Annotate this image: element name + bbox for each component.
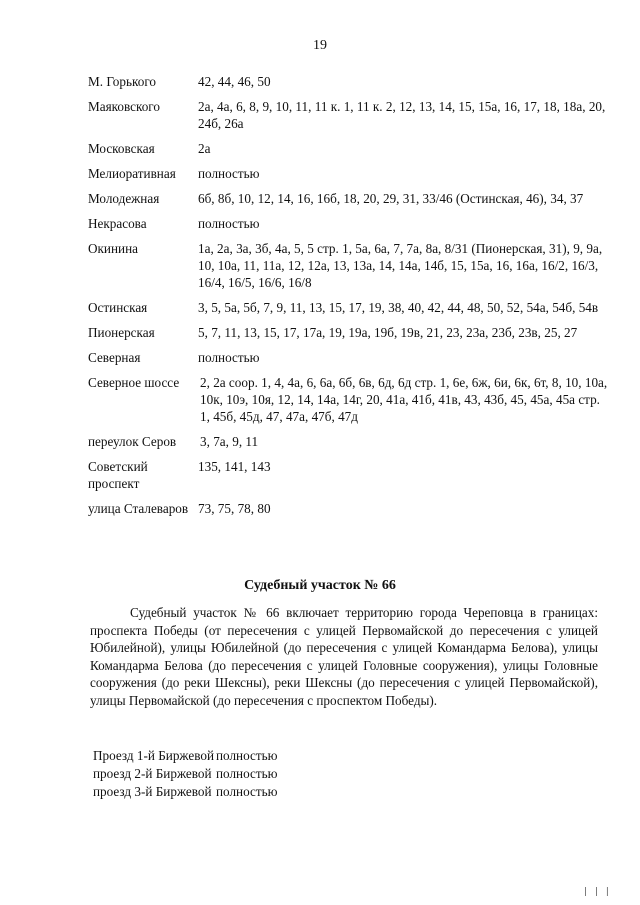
street-row [88, 140, 608, 157]
street-houses: 6б, 8б, 10, 12, 14, 16, 16б, 18, 20, 29, 31, 33/46 (Остинская, 46), 34, 37 [198, 191, 584, 206]
street-row [88, 500, 608, 517]
street-name: проезд 2-й Биржевой [93, 766, 212, 781]
street-houses: 42, 44, 46, 50 [198, 74, 271, 89]
street-row [88, 240, 608, 291]
street-name: Остинская [88, 300, 148, 315]
street-houses: 2, 2а соор. 1, 4, 4а, 6, 6а, 6б, 6в, 6д, 6д стр. 1, 6е, 6ж, 6и, 6к, 6т, 8, 10, 10а, 10к, 10э, 10я, 12, 14, 14а, 14г, 20, 41а, 41б, 41в, 43, 43б, 45, 45а, 45а стр. 1, 45б, 45д, 47, 47а, 47б, 47д [200, 375, 608, 424]
street-row [88, 299, 608, 316]
street-houses: 1а, 2а, 3а, 3б, 4а, 5, 5 стр. 1, 5а, 6а, 7, 7а, 8а, 8/31 (Пионерская, 31), 9, 9а, 10, 10а, 11, 11а, 12, 12а, 13, 13а, 14, 14а, 14б, 15, 15а, 16, 16а, 16/2, 16/3, 16/4, 16/5, 16/6, 16/8 [198, 241, 603, 290]
street-houses: полностью [216, 784, 278, 799]
street-name: Пионерская [88, 325, 155, 340]
page-number: 19 [313, 38, 327, 53]
street-houses: полностью [198, 350, 260, 365]
street-row [88, 98, 608, 132]
street-name: Северная [88, 350, 141, 365]
street-row [93, 766, 393, 782]
street-name: Молодежная [88, 191, 160, 206]
street-houses: полностью [216, 748, 278, 763]
street-name: улица Сталеваров [88, 501, 189, 516]
street-houses: полностью [216, 766, 278, 781]
street-name: Северное шоссе [88, 375, 180, 390]
street-row [88, 165, 608, 182]
street-row [88, 73, 608, 90]
section-street-table [93, 748, 393, 802]
street-name: Маяковского [88, 99, 160, 114]
street-houses: полностью [198, 216, 260, 231]
street-houses: 135, 141, 143 [198, 459, 271, 474]
section-title: Судебный участок № 66 [244, 578, 396, 593]
street-row [88, 190, 608, 207]
street-name: М. Горького [88, 74, 156, 89]
street-table [88, 73, 608, 525]
street-name: проезд 3-й Биржевой [93, 784, 212, 799]
street-name: Мелиоративная [88, 166, 176, 181]
street-name: переулок Серов [88, 434, 177, 449]
street-row [88, 374, 608, 425]
street-houses: 2а, 4а, 6, 8, 9, 10, 11, 11 к. 1, 11 к. 2, 12, 13, 14, 15, 15а, 16, 17, 18, 18а, 20, 24б, 26а [198, 99, 606, 131]
street-row [93, 784, 393, 800]
street-row [88, 433, 608, 450]
street-houses: 2а [198, 141, 211, 156]
street-row [93, 748, 393, 764]
street-name: Окинина [88, 241, 139, 256]
street-houses: 73, 75, 78, 80 [198, 501, 271, 516]
street-row [88, 215, 608, 232]
street-row [88, 324, 608, 341]
street-name: Проезд 1-й Биржевой [93, 748, 215, 763]
section-description: Судебный участок № 66 включает территорию города Череповца в границах: проспекта Победы (от пересечения с улицей Первомайской до пересечения с улицей Юбилейной), улицы Юбилейной (до пересечения с улицей Командарма Белова), улицы Командарма Белова (до пересечения с улицей Головные сооружения), улицы Головные сооружения (до реки Шексны), реки Шексны (до пересечения с улицей Первомайской), улицы Первомайской (до пересечения с проспектом Победы). [90, 605, 598, 708]
street-name: Московская [88, 141, 155, 156]
footer-scan-mark: | | | [582, 887, 610, 897]
street-row [88, 349, 608, 366]
street-houses: 5, 7, 11, 13, 15, 17, 17а, 19, 19а, 19б, 19в, 21, 23, 23а, 23б, 23в, 25, 27 [198, 325, 578, 340]
street-houses: полностью [198, 166, 260, 181]
street-houses: 3, 5, 5а, 5б, 7, 9, 11, 13, 15, 17, 19, 38, 40, 42, 44, 48, 50, 52, 54а, 54б, 54в [198, 300, 599, 315]
street-houses: 3, 7а, 9, 11 [200, 434, 259, 449]
street-name: Некрасова [88, 216, 147, 231]
street-name: Советский проспект [88, 459, 148, 491]
street-row [88, 458, 608, 492]
